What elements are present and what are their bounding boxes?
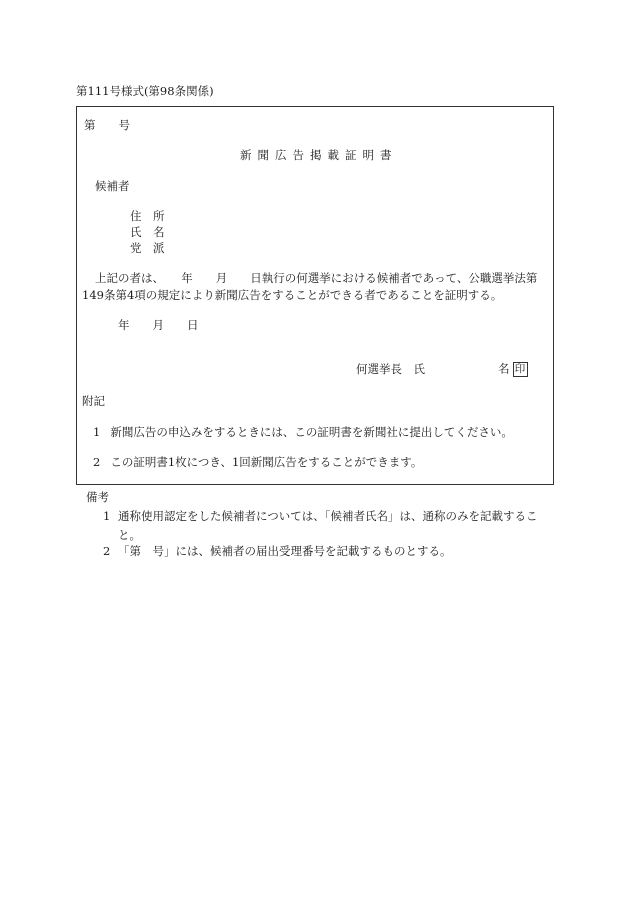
seal-mark: 印 [513, 362, 528, 377]
address-label: 住 所 [130, 209, 165, 223]
note-number: 1 [93, 425, 101, 439]
signer-name-field [498, 362, 528, 377]
note-item [93, 457, 422, 469]
date-line: 年 月 日 [118, 318, 199, 332]
remark-number: 1 [103, 509, 111, 523]
name-label: 氏 名 [130, 225, 165, 239]
candidate-label: 候補者 [95, 179, 130, 193]
certification-text-line1: 上記の者は、 年 月 日執行の何選挙における候補者であって、公職選挙法第 [95, 271, 538, 285]
notes-heading: 附記 [82, 394, 105, 408]
document-number-label: 第 号 [84, 118, 130, 132]
form-header: 第111号様式(第98条関係) [76, 84, 214, 98]
remark-number: 2 [103, 544, 111, 558]
signer-title: 何選挙長 氏 [356, 362, 425, 376]
remarks-heading: 備考 [86, 490, 109, 504]
remark-text: 通称使用認定をした候補者については、「候補者氏名」は、通称のみを記載すること。 [118, 509, 538, 542]
note-text: 新聞広告の申込みをするときには、この証明書を新聞社に提出してください。 [110, 425, 513, 439]
party-label: 党 派 [130, 241, 165, 255]
note-number: 2 [93, 455, 101, 469]
certification-text-line2: 149条第4項の規定により新聞広告をすることができる者であることを証明する。 [82, 288, 503, 302]
remark-text: 「第 号」には、候補者の届出受理番号を記載するものとする。 [118, 544, 452, 558]
note-item [93, 427, 513, 439]
note-text: この証明書1枚につき、1回新聞広告をすることができます。 [110, 455, 423, 469]
document-title: 新聞広告掲載証明書 [240, 148, 398, 162]
signer-name-label: 名 [498, 361, 510, 376]
